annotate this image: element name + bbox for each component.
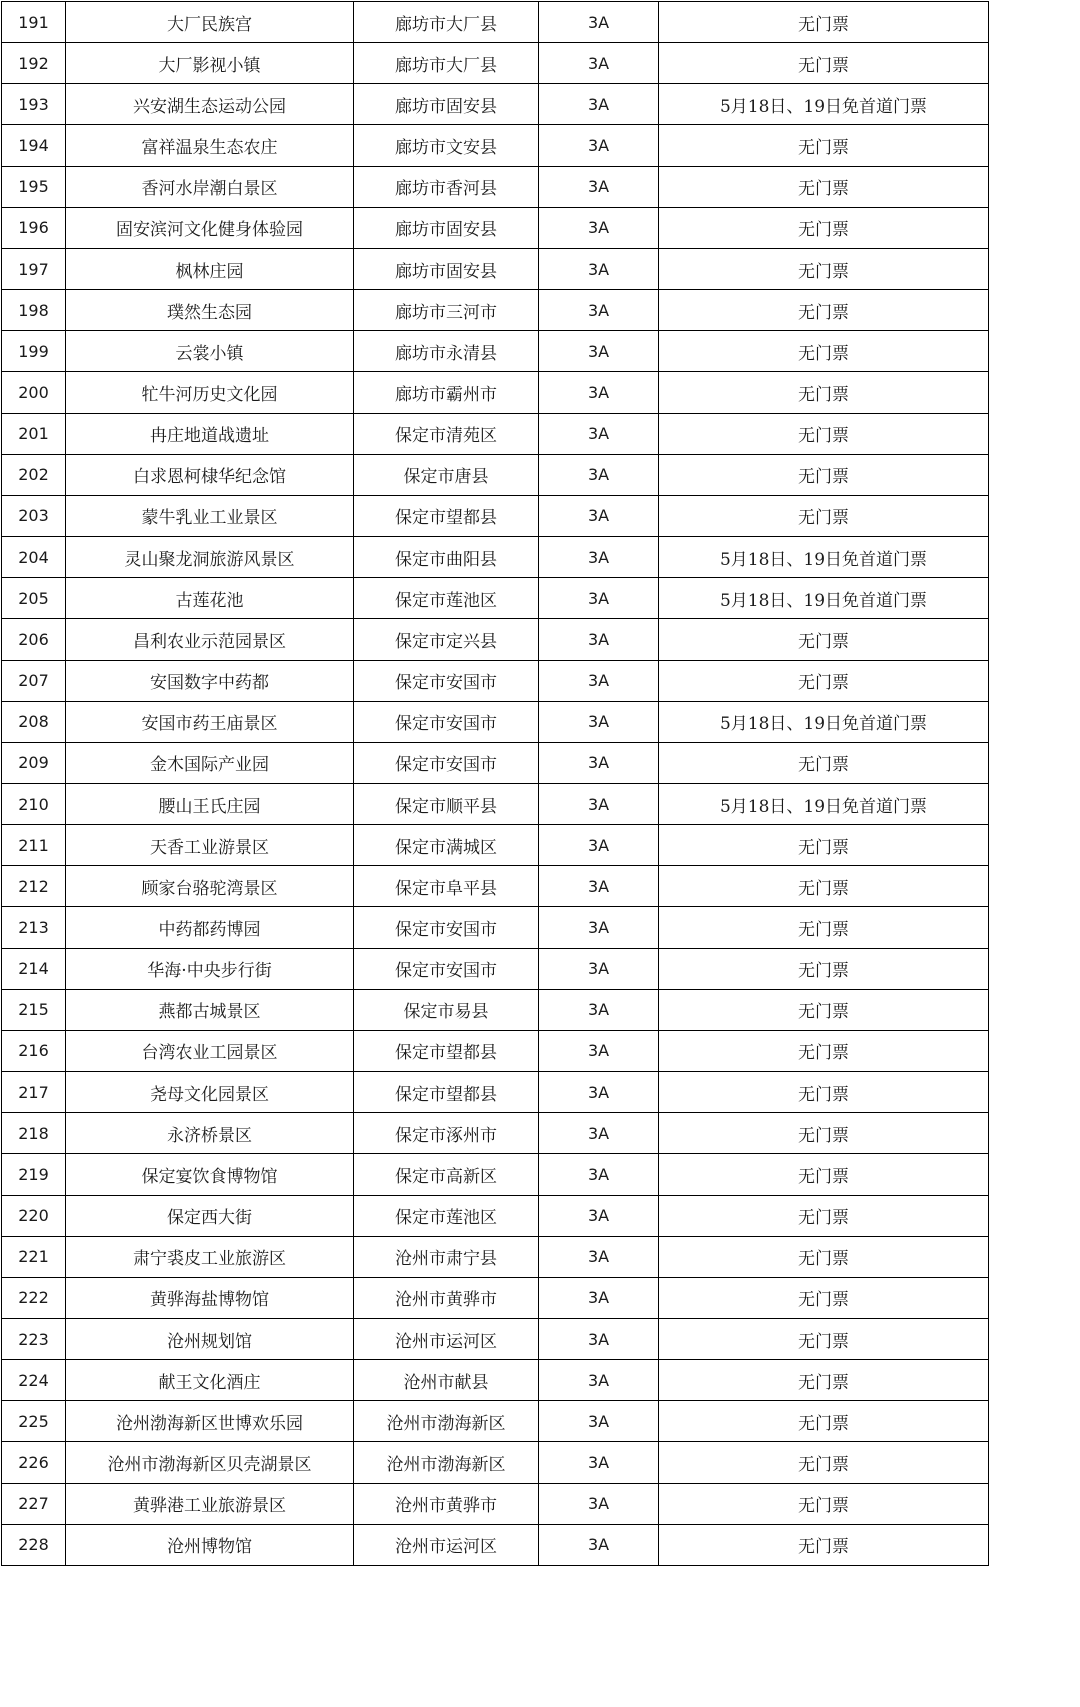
table-row: [2, 1072, 989, 1113]
scenic-spot-name-cell: 枫林庄园: [66, 248, 354, 289]
row-number-cell: 197: [2, 248, 66, 289]
row-number-cell: 227: [2, 1483, 66, 1524]
rating-level-cell: 3A: [539, 660, 659, 701]
location-cell: 保定市唐县: [354, 454, 539, 495]
row-number-cell: 205: [2, 578, 66, 619]
ticket-policy-cell: 无门票: [659, 207, 989, 248]
location-cell: 廊坊市霸州市: [354, 372, 539, 413]
row-number-cell: 220: [2, 1195, 66, 1236]
location-cell: 保定市安国市: [354, 948, 539, 989]
table-row: [2, 1154, 989, 1195]
table-row: [2, 125, 989, 166]
scenic-spot-name-cell: 牤牛河历史文化园: [66, 372, 354, 413]
scenic-spot-name-cell: 黄骅海盐博物馆: [66, 1277, 354, 1318]
location-cell: 廊坊市大厂县: [354, 43, 539, 84]
scenic-spot-name-cell: 昌利农业示范园景区: [66, 619, 354, 660]
rating-level-cell: 3A: [539, 1401, 659, 1442]
ticket-policy-cell: 无门票: [659, 43, 989, 84]
table-row: [2, 989, 989, 1030]
scenic-spot-name-cell: 腰山王氏庄园: [66, 783, 354, 824]
location-cell: 廊坊市固安县: [354, 84, 539, 125]
ticket-policy-cell: 无门票: [659, 989, 989, 1030]
location-cell: 沧州市渤海新区: [354, 1442, 539, 1483]
location-cell: 保定市莲池区: [354, 1195, 539, 1236]
location-cell: 保定市定兴县: [354, 619, 539, 660]
location-cell: 沧州市渤海新区: [354, 1401, 539, 1442]
location-cell: 保定市安国市: [354, 742, 539, 783]
table-row: [2, 1442, 989, 1483]
rating-level-cell: 3A: [539, 84, 659, 125]
table-row: [2, 866, 989, 907]
ticket-policy-cell: 无门票: [659, 1154, 989, 1195]
table-row: [2, 1360, 989, 1401]
rating-level-cell: 3A: [539, 1319, 659, 1360]
row-number-cell: 192: [2, 43, 66, 84]
ticket-policy-cell: 无门票: [659, 742, 989, 783]
scenic-spot-name-cell: 沧州规划馆: [66, 1319, 354, 1360]
ticket-policy-cell: 无门票: [659, 1524, 989, 1565]
scenic-spot-name-cell: 沧州博物馆: [66, 1524, 354, 1565]
scenic-spot-name-cell: 云裳小镇: [66, 331, 354, 372]
rating-level-cell: 3A: [539, 2, 659, 43]
row-number-cell: 214: [2, 948, 66, 989]
scenic-spot-name-cell: 肃宁裘皮工业旅游区: [66, 1236, 354, 1277]
row-number-cell: 225: [2, 1401, 66, 1442]
table-row: [2, 907, 989, 948]
location-cell: 保定市曲阳县: [354, 537, 539, 578]
location-cell: 保定市涿州市: [354, 1113, 539, 1154]
row-number-cell: 217: [2, 1072, 66, 1113]
row-number-cell: 216: [2, 1030, 66, 1071]
table-row: [2, 84, 989, 125]
rating-level-cell: 3A: [539, 1030, 659, 1071]
table-row: [2, 454, 989, 495]
row-number-cell: 191: [2, 2, 66, 43]
location-cell: 保定市安国市: [354, 907, 539, 948]
ticket-policy-cell: 无门票: [659, 907, 989, 948]
scenic-spot-name-cell: 燕都古城景区: [66, 989, 354, 1030]
table-row: [2, 742, 989, 783]
row-number-cell: 209: [2, 742, 66, 783]
scenic-spot-name-cell: 保定宴饮食博物馆: [66, 1154, 354, 1195]
rating-level-cell: 3A: [539, 619, 659, 660]
row-number-cell: 211: [2, 825, 66, 866]
row-number-cell: 195: [2, 166, 66, 207]
table-row: [2, 1483, 989, 1524]
table-row: [2, 1401, 989, 1442]
ticket-policy-cell: 无门票: [659, 125, 989, 166]
rating-level-cell: 3A: [539, 1483, 659, 1524]
table-row: [2, 290, 989, 331]
row-number-cell: 213: [2, 907, 66, 948]
ticket-policy-cell: 无门票: [659, 2, 989, 43]
table-row: [2, 783, 989, 824]
row-number-cell: 212: [2, 866, 66, 907]
table-row: [2, 1277, 989, 1318]
ticket-policy-cell: 5月18日、19日免首道门票: [659, 537, 989, 578]
table-row: [2, 948, 989, 989]
ticket-policy-cell: 无门票: [659, 166, 989, 207]
location-cell: 沧州市肃宁县: [354, 1236, 539, 1277]
row-number-cell: 226: [2, 1442, 66, 1483]
table-row: [2, 825, 989, 866]
ticket-policy-cell: 无门票: [659, 1442, 989, 1483]
location-cell: 保定市阜平县: [354, 866, 539, 907]
rating-level-cell: 3A: [539, 248, 659, 289]
ticket-policy-cell: 无门票: [659, 495, 989, 536]
scenic-spot-name-cell: 古莲花池: [66, 578, 354, 619]
scenic-spot-table: [1, 1, 989, 1566]
rating-level-cell: 3A: [539, 1442, 659, 1483]
scenic-spot-name-cell: 灵山聚龙洞旅游风景区: [66, 537, 354, 578]
table-row: [2, 701, 989, 742]
row-number-cell: 223: [2, 1319, 66, 1360]
rating-level-cell: 3A: [539, 331, 659, 372]
scenic-spot-name-cell: 永济桥景区: [66, 1113, 354, 1154]
scenic-spot-name-cell: 尧母文化园景区: [66, 1072, 354, 1113]
location-cell: 廊坊市永清县: [354, 331, 539, 372]
rating-level-cell: 3A: [539, 907, 659, 948]
ticket-policy-cell: 无门票: [659, 660, 989, 701]
location-cell: 保定市望都县: [354, 1072, 539, 1113]
scenic-spot-name-cell: 冉庄地道战遗址: [66, 413, 354, 454]
scenic-spot-name-cell: 沧州渤海新区世博欢乐园: [66, 1401, 354, 1442]
table-row: [2, 537, 989, 578]
rating-level-cell: 3A: [539, 537, 659, 578]
table-row: [2, 2, 989, 43]
rating-level-cell: 3A: [539, 166, 659, 207]
ticket-policy-cell: 无门票: [659, 331, 989, 372]
rating-level-cell: 3A: [539, 1072, 659, 1113]
ticket-policy-cell: 无门票: [659, 1483, 989, 1524]
location-cell: 沧州市运河区: [354, 1319, 539, 1360]
table-row: [2, 207, 989, 248]
ticket-policy-cell: 无门票: [659, 1319, 989, 1360]
location-cell: 沧州市黄骅市: [354, 1277, 539, 1318]
rating-level-cell: 3A: [539, 866, 659, 907]
table-row: [2, 578, 989, 619]
ticket-policy-cell: 5月18日、19日免首道门票: [659, 783, 989, 824]
ticket-policy-cell: 无门票: [659, 619, 989, 660]
rating-level-cell: 3A: [539, 578, 659, 619]
location-cell: 保定市满城区: [354, 825, 539, 866]
rating-level-cell: 3A: [539, 1360, 659, 1401]
row-number-cell: 193: [2, 84, 66, 125]
location-cell: 保定市望都县: [354, 495, 539, 536]
row-number-cell: 219: [2, 1154, 66, 1195]
scenic-spot-name-cell: 中药都药博园: [66, 907, 354, 948]
scenic-spot-name-cell: 献王文化酒庄: [66, 1360, 354, 1401]
ticket-policy-cell: 无门票: [659, 1030, 989, 1071]
table-row: [2, 413, 989, 454]
location-cell: 保定市顺平县: [354, 783, 539, 824]
rating-level-cell: 3A: [539, 1113, 659, 1154]
row-number-cell: 224: [2, 1360, 66, 1401]
ticket-policy-cell: 无门票: [659, 1072, 989, 1113]
row-number-cell: 202: [2, 454, 66, 495]
location-cell: 保定市安国市: [354, 701, 539, 742]
table-row: [2, 331, 989, 372]
scenic-spot-name-cell: 华海·中央步行街: [66, 948, 354, 989]
row-number-cell: 196: [2, 207, 66, 248]
scenic-spot-name-cell: 蒙牛乳业工业景区: [66, 495, 354, 536]
ticket-policy-cell: 无门票: [659, 1401, 989, 1442]
table-row: [2, 43, 989, 84]
row-number-cell: 206: [2, 619, 66, 660]
rating-level-cell: 3A: [539, 1154, 659, 1195]
ticket-policy-cell: 5月18日、19日免首道门票: [659, 84, 989, 125]
rating-level-cell: 3A: [539, 1236, 659, 1277]
table-row: [2, 1195, 989, 1236]
scenic-spot-name-cell: 顾家台骆驼湾景区: [66, 866, 354, 907]
rating-level-cell: 3A: [539, 1195, 659, 1236]
scenic-spot-name-cell: 大厂民族宫: [66, 2, 354, 43]
table-row: [2, 1113, 989, 1154]
rating-level-cell: 3A: [539, 948, 659, 989]
ticket-policy-cell: 无门票: [659, 825, 989, 866]
ticket-policy-cell: 无门票: [659, 1236, 989, 1277]
table-row: [2, 1319, 989, 1360]
rating-level-cell: 3A: [539, 1277, 659, 1318]
location-cell: 保定市高新区: [354, 1154, 539, 1195]
table-row: [2, 1236, 989, 1277]
table-row: [2, 1030, 989, 1071]
location-cell: 廊坊市大厂县: [354, 2, 539, 43]
scenic-spot-name-cell: 天香工业游景区: [66, 825, 354, 866]
table-row: [2, 660, 989, 701]
table-row: [2, 372, 989, 413]
scenic-spot-name-cell: 沧州市渤海新区贝壳湖景区: [66, 1442, 354, 1483]
row-number-cell: 199: [2, 331, 66, 372]
ticket-policy-cell: 无门票: [659, 948, 989, 989]
ticket-policy-cell: 无门票: [659, 1195, 989, 1236]
row-number-cell: 201: [2, 413, 66, 454]
rating-level-cell: 3A: [539, 1524, 659, 1565]
rating-level-cell: 3A: [539, 742, 659, 783]
rating-level-cell: 3A: [539, 290, 659, 331]
row-number-cell: 203: [2, 495, 66, 536]
location-cell: 保定市望都县: [354, 1030, 539, 1071]
row-number-cell: 200: [2, 372, 66, 413]
rating-level-cell: 3A: [539, 125, 659, 166]
row-number-cell: 221: [2, 1236, 66, 1277]
row-number-cell: 218: [2, 1113, 66, 1154]
row-number-cell: 222: [2, 1277, 66, 1318]
table-body: [2, 2, 989, 1566]
ticket-policy-cell: 无门票: [659, 1360, 989, 1401]
ticket-policy-cell: 无门票: [659, 1277, 989, 1318]
table-row: [2, 166, 989, 207]
table-row: [2, 495, 989, 536]
rating-level-cell: 3A: [539, 783, 659, 824]
scenic-spot-name-cell: 安国市药王庙景区: [66, 701, 354, 742]
ticket-policy-cell: 无门票: [659, 372, 989, 413]
scenic-spot-name-cell: 台湾农业工园景区: [66, 1030, 354, 1071]
table-row: [2, 1524, 989, 1565]
location-cell: 保定市易县: [354, 989, 539, 1030]
rating-level-cell: 3A: [539, 372, 659, 413]
rating-level-cell: 3A: [539, 454, 659, 495]
scenic-spot-name-cell: 金木国际产业园: [66, 742, 354, 783]
rating-level-cell: 3A: [539, 989, 659, 1030]
rating-level-cell: 3A: [539, 701, 659, 742]
row-number-cell: 204: [2, 537, 66, 578]
scenic-spot-name-cell: 安国数字中药都: [66, 660, 354, 701]
ticket-policy-cell: 5月18日、19日免首道门票: [659, 701, 989, 742]
location-cell: 沧州市运河区: [354, 1524, 539, 1565]
row-number-cell: 207: [2, 660, 66, 701]
rating-level-cell: 3A: [539, 495, 659, 536]
ticket-policy-cell: 无门票: [659, 290, 989, 331]
scenic-spot-name-cell: 璞然生态园: [66, 290, 354, 331]
location-cell: 廊坊市固安县: [354, 207, 539, 248]
scenic-spot-name-cell: 富祥温泉生态农庄: [66, 125, 354, 166]
rating-level-cell: 3A: [539, 825, 659, 866]
location-cell: 廊坊市香河县: [354, 166, 539, 207]
scenic-spot-name-cell: 大厂影视小镇: [66, 43, 354, 84]
scenic-spot-name-cell: 保定西大街: [66, 1195, 354, 1236]
ticket-policy-cell: 无门票: [659, 1113, 989, 1154]
scenic-spot-name-cell: 白求恩柯棣华纪念馆: [66, 454, 354, 495]
row-number-cell: 208: [2, 701, 66, 742]
row-number-cell: 210: [2, 783, 66, 824]
location-cell: 沧州市黄骅市: [354, 1483, 539, 1524]
ticket-policy-cell: 无门票: [659, 454, 989, 495]
location-cell: 廊坊市三河市: [354, 290, 539, 331]
table-row: [2, 248, 989, 289]
location-cell: 保定市清苑区: [354, 413, 539, 454]
scenic-spot-name-cell: 香河水岸潮白景区: [66, 166, 354, 207]
location-cell: 沧州市献县: [354, 1360, 539, 1401]
ticket-policy-cell: 5月18日、19日免首道门票: [659, 578, 989, 619]
ticket-policy-cell: 无门票: [659, 413, 989, 454]
location-cell: 廊坊市固安县: [354, 248, 539, 289]
scenic-spot-name-cell: 固安滨河文化健身体验园: [66, 207, 354, 248]
rating-level-cell: 3A: [539, 413, 659, 454]
row-number-cell: 198: [2, 290, 66, 331]
location-cell: 保定市安国市: [354, 660, 539, 701]
ticket-policy-cell: 无门票: [659, 248, 989, 289]
row-number-cell: 194: [2, 125, 66, 166]
scenic-spot-name-cell: 黄骅港工业旅游景区: [66, 1483, 354, 1524]
location-cell: 保定市莲池区: [354, 578, 539, 619]
scenic-spot-name-cell: 兴安湖生态运动公园: [66, 84, 354, 125]
row-number-cell: 228: [2, 1524, 66, 1565]
rating-level-cell: 3A: [539, 43, 659, 84]
table-row: [2, 619, 989, 660]
location-cell: 廊坊市文安县: [354, 125, 539, 166]
rating-level-cell: 3A: [539, 207, 659, 248]
ticket-policy-cell: 无门票: [659, 866, 989, 907]
row-number-cell: 215: [2, 989, 66, 1030]
